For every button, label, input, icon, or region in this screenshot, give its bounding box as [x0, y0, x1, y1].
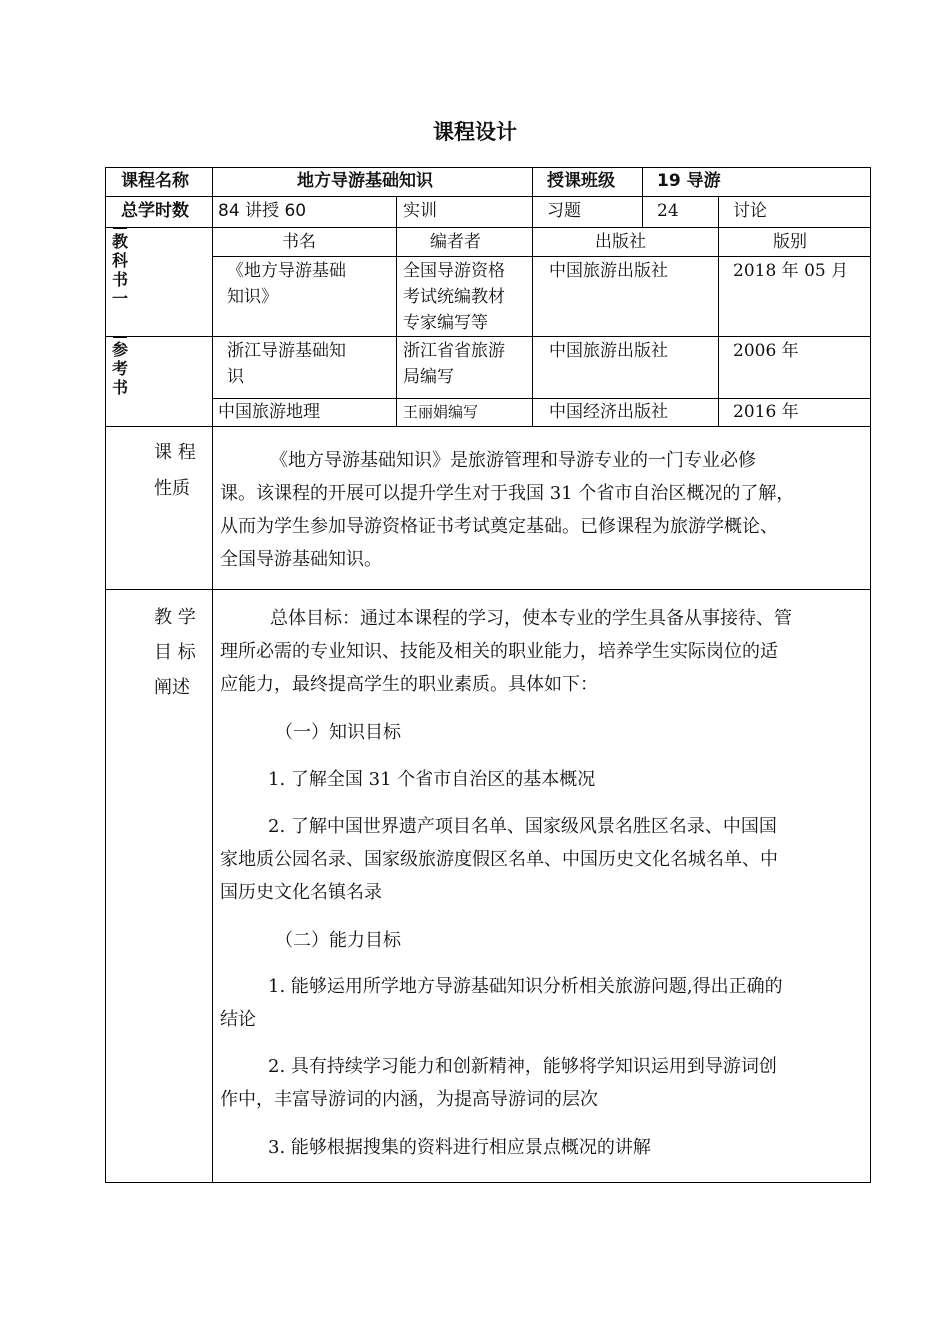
- table-rule: [105, 426, 871, 427]
- course-name-label: 课程名称: [121, 171, 189, 191]
- class-value: 19 导游: [657, 171, 721, 191]
- textbook-side-label: 教 科 书 一: [111, 232, 128, 308]
- nature-label: 课 程 性质: [154, 442, 196, 499]
- textbook-author: 全国导游资格 考试统编教材 专家编写等: [403, 261, 505, 333]
- table-rule: [396, 196, 397, 426]
- table-rule: [642, 167, 643, 227]
- document-title: 课程设计: [433, 120, 517, 144]
- reference-side-label: 参 考 书: [111, 340, 128, 397]
- ability-item-1: 1. 能够运用所学地方导游基础知识分析相关旅游问题,得出正确的 结论: [220, 976, 783, 1030]
- practice-label: 实训: [403, 201, 437, 221]
- header-book-name: 书名: [282, 232, 316, 252]
- objectives-intro: 总体目标：通过本课程的学习，使本专业的学生具备从事接待、管 理所必需的专业知识、技能及相关的职业能力，培养学生实际岗位的适 应能力，最终提高学生的职业素质。具体如下：: [220, 608, 792, 695]
- table-border-bottom: [105, 1182, 871, 1183]
- table-rule: [105, 589, 871, 590]
- reference-1-author: 浙江省省旅游 局编写: [403, 341, 505, 387]
- table-rule: [532, 167, 533, 426]
- knowledge-item-1: 1. 了解全国 31 个省市自治区的基本概况: [268, 769, 596, 790]
- textbook-name: 《地方导游基础 知识》: [227, 261, 346, 307]
- table-border-top: [105, 167, 871, 168]
- total-hours-value: 84 讲授 60: [218, 201, 307, 221]
- textbook-edition: 2018 年 05 月: [733, 261, 849, 281]
- label-dash: [113, 336, 127, 338]
- knowledge-heading: （一）知识目标: [275, 722, 401, 743]
- exercise-value: 24: [657, 201, 679, 221]
- nature-text: 《地方导游基础知识》是旅游管理和导游专业的一门专业必修 课。该课程的开展可以提升学生对于我国 31 个省市自治区概况的了解， 从而为学生参加导游资格证书考试奠定基础。已修课程为旅游学概论、 全国导游基础知识。: [220, 450, 795, 570]
- table-border-right: [870, 167, 871, 1183]
- discussion-label: 讨论: [733, 201, 767, 221]
- ability-item-2: 2. 具有持续学习能力和创新精神，能够将学知识运用到导游词创 作中，丰富导游词的内涵，为提高导游词的层次: [220, 1056, 777, 1110]
- reference-2-edition: 2016 年: [733, 402, 799, 422]
- table-rule: [718, 196, 719, 426]
- reference-1-publisher: 中国旅游出版社: [549, 341, 668, 361]
- reference-1-edition: 2006 年: [733, 341, 799, 361]
- ability-item-3: 3. 能够根据搜集的资料进行相应景点概况的讲解: [268, 1137, 651, 1158]
- reference-2-author: 王丽娟编写: [403, 403, 479, 421]
- table-rule: [105, 196, 871, 197]
- table-rule: [105, 227, 871, 228]
- reference-2-name: 中国旅游地理: [218, 402, 320, 422]
- table-rule: [212, 256, 871, 257]
- total-hours-label: 总学时数: [121, 201, 189, 221]
- exercise-label: 习题: [547, 201, 581, 221]
- table-border-left: [105, 167, 106, 1183]
- table-rule: [212, 167, 213, 1183]
- table-rule: [105, 336, 871, 337]
- class-label: 授课班级: [547, 171, 615, 191]
- course-name-value: 地方导游基础知识: [297, 171, 433, 191]
- textbook-publisher: 中国旅游出版社: [549, 261, 668, 281]
- reference-1-name: 浙江导游基础知 识: [227, 341, 346, 387]
- header-edition: 版别: [773, 232, 807, 252]
- header-author: 编者者: [430, 232, 481, 252]
- header-publisher: 出版社: [595, 232, 646, 252]
- ability-heading: （二）能力目标: [275, 930, 401, 951]
- reference-2-publisher: 中国经济出版社: [549, 402, 668, 422]
- label-dash: [113, 227, 127, 229]
- objectives-label: 教 学 目 标 阐述: [154, 607, 196, 698]
- knowledge-item-2: 2. 了解中国世界遗产项目名单、国家级风景名胜区名录、中国国 家地质公园名录、国家级旅游度假区名单、中国历史文化名城名单、中 国历史文化名镇名录: [220, 816, 778, 903]
